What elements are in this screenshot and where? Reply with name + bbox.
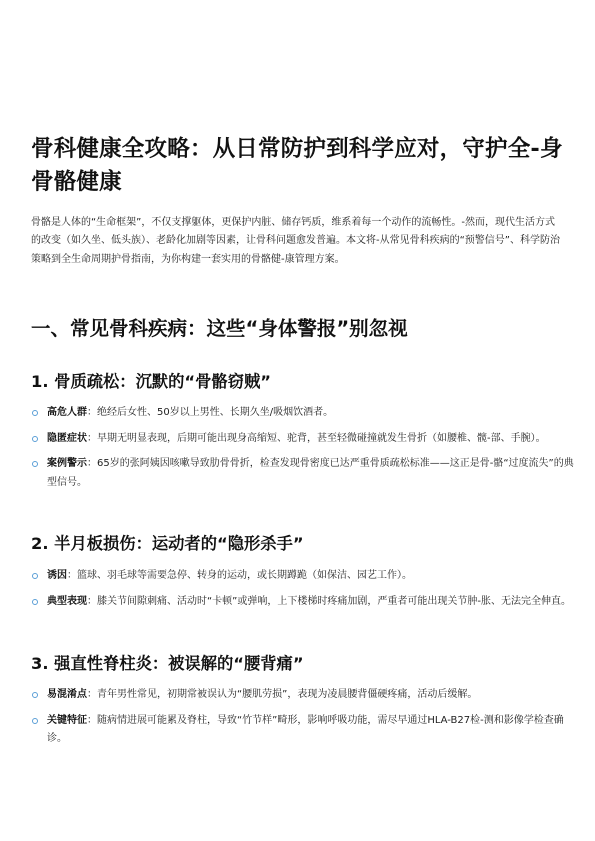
item-label: 关键特征: [47, 714, 87, 726]
section-heading: 一、常见骨科疾病：这些“身体警报”别忽视: [31, 317, 408, 340]
list-item: [31, 430, 576, 449]
list-item: [31, 455, 576, 492]
list-item: [31, 567, 576, 586]
item-label: 隐匿症状: [47, 432, 87, 444]
list-item: [31, 686, 576, 705]
item-text: ：篮球、羽毛球等需要急停、转身的运动，或长期蹲跪（如保洁、园艺工作）。: [67, 570, 412, 581]
item-label: 高危人群: [47, 407, 87, 418]
item-text: ：青年男性常见，初期常被误认为“腰肌劳损”，表现为凌晨腰背僵硬疼痛，活动后缓解。: [87, 689, 478, 700]
item-text: ：随病情进展可能累及脊柱，导致“竹节样”畸形，影响呼吸功能，需尽早通过HLA-B27检-测和影像学检查确诊。: [47, 714, 564, 744]
item-text: ：65岁的张阿姨因咳嗽导致肋骨骨折，检查发现骨密度已达严重骨质疏松标准——这正是骨-骼“过度流失”的典型信号。: [47, 458, 574, 488]
item-label: 案例警示: [47, 458, 87, 469]
bullet-icon: [32, 461, 38, 467]
osteoporosis-list: [31, 404, 576, 499]
spondylitis-list: [31, 686, 576, 756]
item-text: ：膝关节间隙刺痛、活动时“卡顿”或弹响，上下楼梯时疼痛加剧，严重者可能出现关节肿-胀、无法完全伸直。: [87, 595, 571, 607]
list-item: [31, 404, 576, 423]
item-label: 典型表现: [47, 595, 87, 607]
meniscus-list: [31, 567, 576, 618]
item-text: ：绝经后女性、50岁以上男性、长期久坐/吸烟饮酒者。: [87, 407, 334, 418]
bullet-icon: [32, 718, 38, 724]
bullet-icon: [32, 410, 38, 416]
bullet-icon: [32, 436, 38, 442]
item-label: 易混淆点: [47, 689, 87, 700]
bullet-icon: [32, 692, 38, 698]
article-title: 骨科健康全攻略：从日常防护到科学应对，守护全-身骨骼健康: [31, 136, 563, 195]
item-text: ：早期无明显表现，后期可能出现身高缩短、驼背，甚至轻微碰撞就发生骨折（如腰椎、髋-部、手腕）。: [87, 432, 546, 444]
item-label: 诱因: [47, 570, 67, 581]
subsection-heading-meniscus: 2. 半月板损伤：运动者的“隐形杀手”: [31, 534, 304, 553]
subsection-heading-osteoporosis: 1. 骨质疏松：沉默的“骨骼窃贼”: [31, 372, 271, 391]
bullet-icon: [32, 573, 38, 579]
subsection-heading-spondylitis: 3. 强直性脊柱炎：被误解的“腰背痛”: [31, 654, 304, 673]
list-item: [31, 712, 576, 749]
intro-paragraph: 骨骼是人体的“生命框架”，不仅支撑躯体，更保护内脏、储存钙质，维系着每一个动作的流畅性。-然而，现代生活方式的改变（如久坐、低头族）、老龄化加剧等因素，让骨科问题愈发普遍。本文将-从常见骨科疾病的“预警信号”、科学防治策略到全生命周期护骨指南，为你构建一套实用的骨骼健-康管理方案。: [31, 217, 560, 265]
list-item: [31, 593, 576, 612]
bullet-icon: [32, 599, 38, 605]
